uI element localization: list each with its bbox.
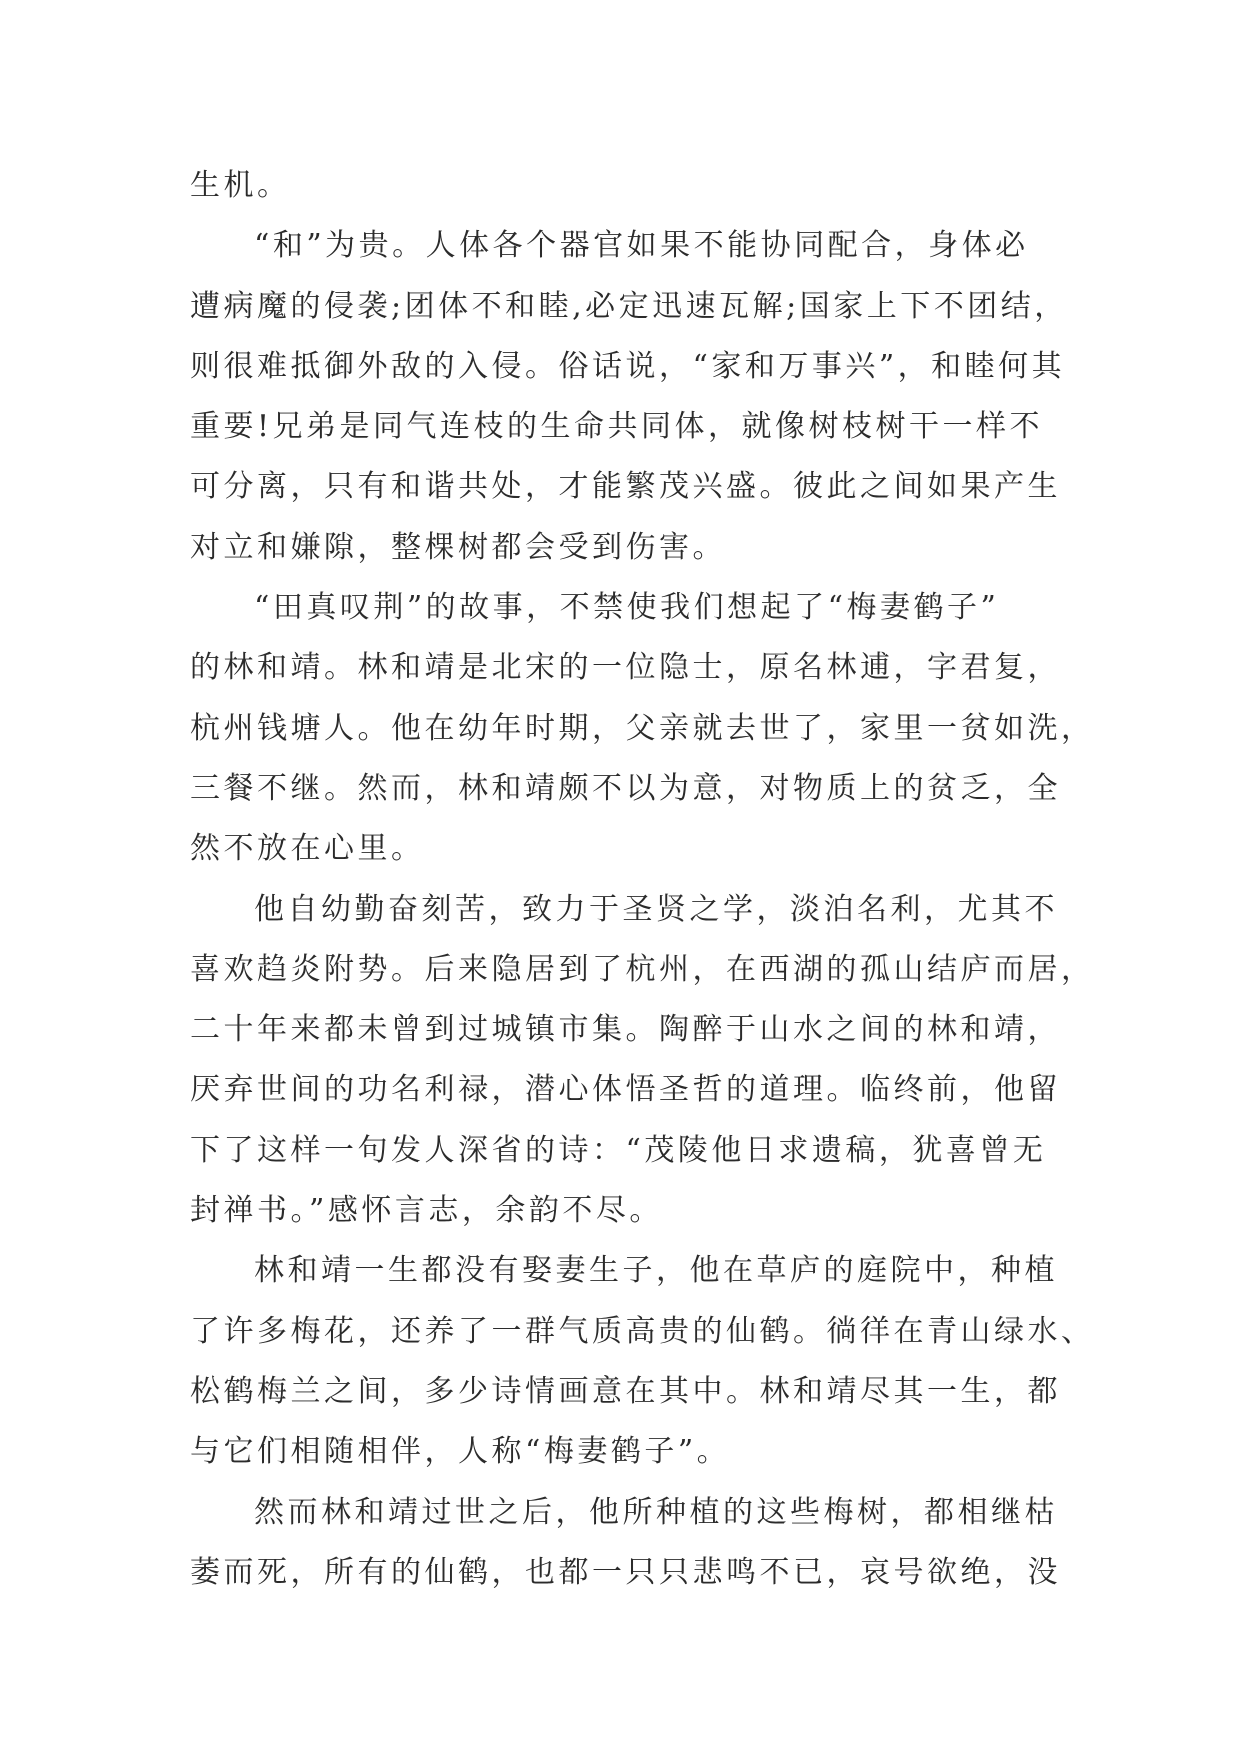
text-line: 二十年来都未曾到过城镇市集。陶醉于山水之间的林和靖， [190,1012,1061,1048]
text-line: 则很难抵御外敌的入侵。俗话说，“家和万事兴”，和睦何其 [190,348,1066,384]
text-line: 厌弃世间的功名利禄，潜心体悟圣哲的道理。临终前，他留 [190,1072,1061,1108]
text-line: 封禅书。”感怀言志，余韵不尽。 [190,1193,663,1229]
text-line: 生机。 [190,168,291,203]
body-text [190,156,1095,1603]
text-line: 喜欢趋炎附势。后来隐居到了杭州，在西湖的孤山结庐而居， [190,951,1095,987]
text-line: 下了这样一句发人深省的诗：“茂陵他日求遗稿，犹喜曾无 [190,1132,1047,1168]
text-line: 的林和靖。林和靖是北宋的一位隐士，原名林逋，字君复， [190,650,1061,686]
text-line: 然不放在心里。 [190,831,425,867]
text-line: “田真叹荆”的故事，不禁使我们想起了“梅妻鹤子” [254,590,1000,626]
text-line: 与它们相随相伴，人称“梅妻鹤子”。 [190,1434,731,1470]
text-line: 三餐不继。然而，林和靖颇不以为意，对物质上的贫乏，全 [190,770,1061,806]
text-line: 重要!兄弟是同气连枝的生命共同体，就像树枝树干一样不 [190,409,1044,445]
text-line: 然而林和靖过世之后，他所种植的这些梅树，都相继枯 [254,1494,1058,1530]
text-line: 杭州钱塘人。他在幼年时期，父亲就去世了，家里一贫如洗， [190,710,1095,746]
text-line: “和”为贵。人体各个器官如果不能协同配合，身体必 [254,228,1029,264]
text-line: 可分离，只有和谐共处，才能繁茂兴盛。彼此之间如果产生 [190,469,1061,505]
text-line: 林和靖一生都没有娶妻生子，他在草庐的庭院中，种植 [254,1253,1058,1289]
text-line: 了许多梅花，还养了一群气质高贵的仙鹤。徜徉在青山绿水、 [190,1313,1095,1349]
text-line: 他自幼勤奋刻苦，致力于圣贤之学，淡泊名利，尤其不 [254,891,1058,927]
text-line: 萎而死，所有的仙鹤，也都一只只悲鸣不已，哀号欲绝，没 [190,1554,1061,1590]
text-line: 遭病魔的侵袭;团体不和睦,必定迅速瓦解;国家上下不团结， [190,288,1068,324]
text-line: 对立和嫌隙，整棵树都会受到伤害。 [190,529,726,565]
text-line: 松鹤梅兰之间，多少诗情画意在其中。林和靖尽其一生，都 [190,1373,1061,1409]
